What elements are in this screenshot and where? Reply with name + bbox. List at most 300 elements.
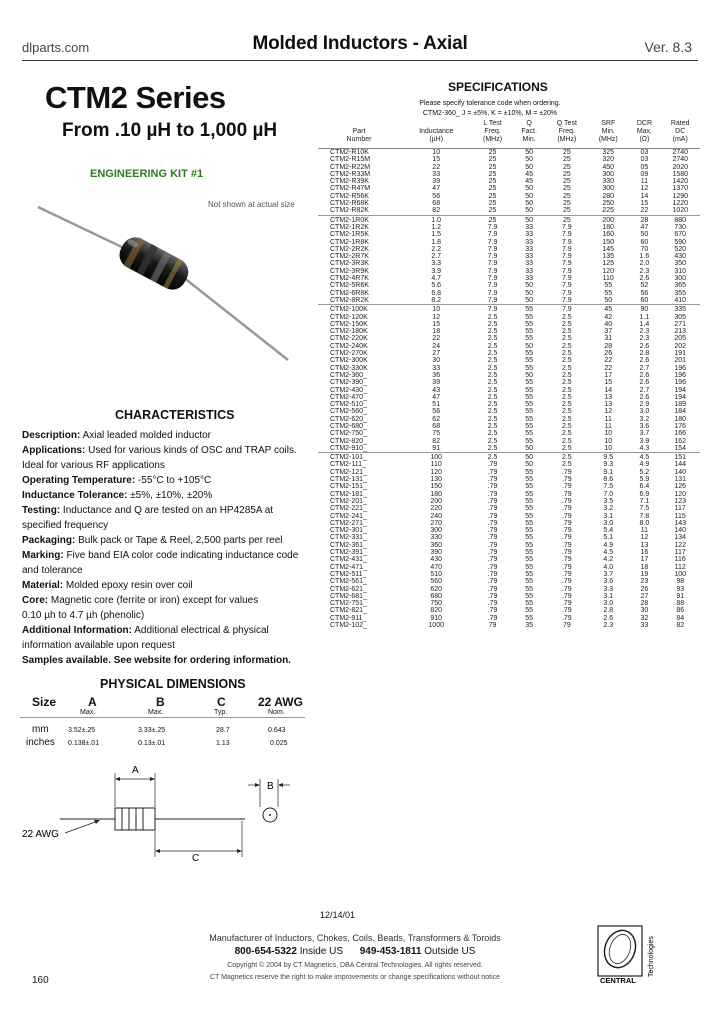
spec-part-number: CTM2-391_ bbox=[330, 549, 367, 557]
spec-row bbox=[318, 542, 700, 549]
spec-cell: 50 bbox=[525, 296, 534, 304]
spec-cell: 50 bbox=[525, 149, 534, 156]
spec-cell: 22 bbox=[432, 335, 441, 343]
spec-cell: 12 bbox=[432, 313, 441, 321]
spec-cell: .79 bbox=[487, 549, 498, 557]
spec-column-header-line: Inductance bbox=[419, 128, 454, 135]
spec-cell: 2.5 bbox=[561, 328, 572, 336]
spec-cell: 12 bbox=[640, 534, 649, 542]
spec-cell: 117 bbox=[674, 549, 686, 557]
spec-row bbox=[318, 491, 700, 498]
spec-cell: 55 bbox=[525, 549, 534, 557]
spec-row bbox=[318, 453, 700, 462]
engineering-kit-label: ENGINEERING KIT #1 bbox=[90, 168, 204, 180]
spec-cell: 410 bbox=[674, 296, 687, 304]
spec-cell: 7.1 bbox=[639, 497, 650, 505]
spec-cell: 2.5 bbox=[487, 320, 498, 328]
characteristic-text: Bulk pack or Tape & Reel, 2,500 parts per reel bbox=[75, 535, 283, 546]
spec-cell: 3.3 bbox=[603, 585, 614, 593]
spec-row bbox=[318, 290, 700, 297]
spec-cell: 14 bbox=[640, 192, 649, 200]
spec-part-number: CTM2-R56K bbox=[330, 192, 369, 200]
spec-part-number: CTM2-240K bbox=[330, 342, 368, 350]
dim-row-mm-a: 3.52±.25 bbox=[68, 727, 96, 734]
dimensions-title: PHYSICAL DIMENSIONS bbox=[100, 677, 246, 691]
spec-cell: 7.9 bbox=[487, 223, 498, 231]
spec-part-number: CTM2-511_ bbox=[330, 570, 367, 578]
series-title: CTM2 Series bbox=[45, 80, 226, 115]
spec-cell: 55 bbox=[525, 357, 534, 365]
version-label: Ver. 8.3 bbox=[644, 39, 692, 55]
spec-cell: 55 bbox=[525, 527, 534, 535]
spec-cell: 33 bbox=[525, 267, 534, 275]
spec-cell: 93 bbox=[676, 585, 685, 593]
spec-cell: 60 bbox=[640, 238, 649, 246]
spec-cell: 3.9 bbox=[639, 437, 650, 445]
spec-cell: 3.0 bbox=[603, 600, 614, 608]
characteristic-text: Magnetic core (ferrite or iron) except for values bbox=[48, 595, 259, 606]
characteristic-line bbox=[22, 428, 307, 443]
spec-row bbox=[318, 593, 700, 600]
logo-side-text: Technologies bbox=[648, 936, 655, 977]
spec-column-header-line: SRF bbox=[601, 120, 616, 127]
characteristic-line bbox=[22, 608, 307, 623]
spec-row bbox=[318, 423, 700, 430]
spec-cell: 91 bbox=[432, 444, 441, 452]
spec-cell: 2.5 bbox=[487, 335, 498, 343]
characteristic-line bbox=[22, 458, 307, 473]
dim-row-in-unit: inches bbox=[26, 737, 55, 748]
spec-column-header bbox=[400, 120, 472, 149]
dim-row-mm-unit: mm bbox=[32, 724, 49, 735]
spec-cell: 1.4 bbox=[639, 320, 650, 328]
spec-cell: 28 bbox=[640, 600, 649, 608]
spec-cell: 14 bbox=[604, 386, 613, 394]
spec-part-number: CTM2-330K bbox=[330, 364, 368, 372]
spec-cell: .79 bbox=[561, 607, 572, 615]
spec-part-number: CTM2-470_ bbox=[330, 393, 367, 401]
spec-row bbox=[318, 343, 700, 350]
spec-cell: 2.6 bbox=[639, 371, 650, 379]
spec-row bbox=[318, 600, 700, 607]
phone-intl[interactable]: 949-453-1811 bbox=[359, 946, 422, 957]
spec-cell: 45 bbox=[525, 170, 534, 178]
spec-cell: .79 bbox=[487, 512, 498, 520]
phone-us[interactable]: 800-654-5322 bbox=[234, 946, 297, 957]
spec-cell: 55 bbox=[525, 422, 534, 430]
characteristic-label: Description: bbox=[22, 430, 81, 441]
spec-cell: 2.3 bbox=[639, 267, 650, 275]
spec-cell: 200 bbox=[430, 497, 443, 505]
spec-part-number: CTM2-R39K bbox=[330, 178, 369, 186]
spec-cell: 160 bbox=[602, 231, 615, 239]
page-title: Molded Inductors - Axial bbox=[252, 33, 468, 54]
spec-cell: 335 bbox=[660, 305, 700, 314]
spec-cell: 2740 bbox=[672, 156, 689, 164]
spec-row bbox=[318, 534, 700, 541]
spec-cell: .79 bbox=[487, 490, 498, 498]
spec-cell: 4.3 bbox=[639, 444, 650, 452]
spec-part-number: CTM2-751_ bbox=[330, 600, 367, 608]
spec-cell: 79 bbox=[488, 622, 497, 629]
spec-cell: 55 bbox=[525, 415, 534, 423]
dim-row-in-a: 0.138±.01 bbox=[68, 740, 100, 747]
dim-sub-c: Typ. bbox=[214, 709, 228, 716]
spec-cell: 10 bbox=[604, 430, 613, 438]
spec-cell: 123 bbox=[674, 497, 687, 505]
spec-cell: 2.5 bbox=[487, 350, 498, 358]
spec-part-number: CTM2-R33M bbox=[330, 170, 371, 178]
spec-cell: 2.6 bbox=[639, 275, 650, 283]
spec-cell: .79 bbox=[487, 592, 498, 600]
spec-cell: 2.5 bbox=[561, 422, 572, 430]
spec-cell: 86 bbox=[676, 607, 685, 615]
spec-cell: 1.2 bbox=[431, 223, 442, 231]
spec-cell: 50 bbox=[525, 200, 534, 208]
spec-column-header-line: Number bbox=[346, 136, 372, 143]
spec-part-number: CTM2-361_ bbox=[330, 541, 367, 549]
spec-cell: 3.7 bbox=[639, 430, 650, 438]
spec-cell: 55 bbox=[525, 328, 534, 336]
characteristic-label: Material: bbox=[22, 580, 64, 591]
spec-row bbox=[318, 321, 700, 328]
spec-cell: 7.9 bbox=[487, 289, 498, 297]
spec-cell: .79 bbox=[561, 600, 572, 608]
spec-cell: 55 bbox=[525, 512, 534, 520]
spec-cell: 7.9 bbox=[487, 260, 498, 268]
spec-cell: 2.5 bbox=[487, 371, 498, 379]
spec-cell: 55 bbox=[525, 393, 534, 401]
spec-cell: 2.5 bbox=[487, 357, 498, 365]
spec-part-number: CTM2-201_ bbox=[330, 497, 367, 505]
spec-cell: 33 bbox=[432, 170, 441, 178]
spec-cell: 271 bbox=[674, 320, 687, 328]
spec-cell: 1420 bbox=[672, 178, 689, 186]
spec-cell: 11 bbox=[604, 422, 612, 430]
spec-cell: 2.5 bbox=[561, 430, 572, 438]
spec-cell: 2.7 bbox=[431, 253, 442, 261]
spec-cell: 5.2 bbox=[639, 468, 650, 476]
spec-part-number: CTM2-220K bbox=[330, 335, 368, 343]
inductor-photo bbox=[18, 195, 298, 380]
spec-part-number: CTM2-390_ bbox=[330, 379, 367, 387]
spec-column-header-line: Min. bbox=[522, 136, 536, 143]
spec-part-number: CTM2-3R3K bbox=[330, 260, 369, 268]
spec-cell: 240 bbox=[430, 512, 443, 520]
spec-cell: 3.1 bbox=[603, 512, 614, 520]
spec-cell: .79 bbox=[487, 527, 498, 535]
spec-cell: 55 bbox=[525, 468, 534, 476]
spec-cell: 470 bbox=[430, 563, 443, 571]
spec-cell: 12 bbox=[640, 185, 649, 193]
spec-cell: .79 bbox=[487, 483, 498, 491]
spec-cell: .79 bbox=[561, 490, 572, 498]
spec-cell: 2.5 bbox=[487, 313, 498, 321]
spec-cell: 590 bbox=[674, 238, 687, 246]
spec-cell: 2.5 bbox=[487, 328, 498, 336]
spec-cell: 134 bbox=[674, 534, 687, 542]
spec-cell: 91 bbox=[676, 592, 685, 600]
spec-cell: 225 bbox=[602, 207, 615, 215]
spec-cell: 50 bbox=[525, 371, 534, 379]
spec-cell: 680 bbox=[430, 592, 443, 600]
spec-cell: 8.2 bbox=[431, 296, 442, 304]
spec-cell: 360 bbox=[430, 541, 443, 549]
spec-cell: 33 bbox=[432, 364, 441, 372]
spec-part-number: CTM2-180K bbox=[330, 328, 368, 336]
spec-cell: 50 bbox=[525, 461, 534, 469]
spec-cell: 176 bbox=[674, 422, 687, 430]
spec-row bbox=[318, 253, 700, 260]
spec-part-number: CTM2-561_ bbox=[330, 578, 367, 586]
spec-row bbox=[318, 469, 700, 476]
spec-row bbox=[318, 207, 700, 215]
photo-caption: Not shown at actual size bbox=[208, 200, 295, 209]
spec-cell: .79 bbox=[561, 505, 572, 513]
spec-cell: 23 bbox=[640, 578, 649, 586]
spec-cell: 18 bbox=[432, 328, 441, 336]
spec-row bbox=[318, 483, 700, 490]
spec-cell: 2.5 bbox=[487, 444, 498, 452]
spec-cell: 50 bbox=[525, 444, 534, 452]
spec-cell: 310 bbox=[674, 267, 687, 275]
spec-row bbox=[318, 416, 700, 423]
spec-cell: .79 bbox=[487, 476, 498, 484]
spec-column-header bbox=[628, 120, 660, 149]
spec-row bbox=[318, 268, 700, 275]
spec-cell: 2020 bbox=[672, 163, 689, 171]
characteristics-title: CHARACTERISTICS bbox=[115, 408, 235, 422]
spec-cell: 4.0 bbox=[603, 563, 614, 571]
spec-cell: 560 bbox=[430, 578, 443, 586]
spec-cell: 300 bbox=[602, 170, 615, 178]
spec-row bbox=[318, 379, 700, 386]
spec-cell: 730 bbox=[674, 223, 687, 231]
spec-cell: 2.6 bbox=[603, 614, 614, 622]
specifications-note bbox=[395, 99, 585, 119]
spec-cell: 11 bbox=[640, 178, 649, 186]
spec-row bbox=[318, 549, 700, 556]
spec-cell: 2.5 bbox=[561, 379, 572, 387]
spec-cell: 2.5 bbox=[561, 335, 572, 343]
spec-cell: 47 bbox=[640, 223, 649, 231]
spec-cell: 2.5 bbox=[561, 313, 572, 321]
spec-cell: 2.5 bbox=[561, 393, 572, 401]
spec-cell: 7.9 bbox=[561, 245, 572, 253]
spec-row bbox=[318, 297, 700, 305]
spec-part-number: CTM2-120K bbox=[330, 313, 368, 321]
header-rule bbox=[22, 60, 698, 61]
spec-part-number: CTM2-1R0K bbox=[318, 215, 400, 224]
spec-cell: .79 bbox=[487, 519, 498, 527]
spec-cell: 7.9 bbox=[561, 260, 572, 268]
spec-cell: 43 bbox=[432, 386, 441, 394]
spec-part-number: CTM2-181_ bbox=[330, 490, 367, 498]
spec-column-header bbox=[546, 120, 589, 149]
spec-row bbox=[318, 527, 700, 534]
spec-cell: 120 bbox=[430, 468, 443, 476]
spec-cell: 55 bbox=[525, 607, 534, 615]
spec-cell: 55 bbox=[513, 305, 546, 314]
spec-cell: 3.0 bbox=[603, 519, 614, 527]
characteristic-text: information available upon request bbox=[22, 640, 175, 651]
spec-cell: 189 bbox=[674, 401, 687, 409]
spec-row bbox=[318, 239, 700, 246]
characteristic-line bbox=[22, 563, 307, 578]
spec-cell: 60 bbox=[640, 296, 649, 304]
footer-phones bbox=[170, 946, 540, 957]
page-number: 160 bbox=[32, 975, 49, 986]
spec-part-number: CTM2-150K bbox=[330, 320, 368, 328]
spec-cell: 2.5 bbox=[561, 371, 572, 379]
spec-cell: 180 bbox=[430, 490, 443, 498]
dim-row-in-awg: 0.025 bbox=[270, 740, 288, 747]
drawing-label-awg: 22 AWG bbox=[22, 829, 59, 840]
spec-row bbox=[318, 246, 700, 253]
spec-cell: 7.9 bbox=[561, 275, 572, 283]
spec-cell: 3.6 bbox=[603, 578, 614, 586]
dim-sub-awg: Nom. bbox=[268, 709, 285, 716]
spec-part-number: CTM2-430_ bbox=[330, 386, 367, 394]
spec-row bbox=[318, 215, 700, 224]
spec-cell: 7.9 bbox=[487, 231, 498, 239]
spec-cell: 250 bbox=[602, 200, 615, 208]
spec-cell: 39 bbox=[432, 178, 441, 186]
spec-cell: 117 bbox=[674, 505, 686, 513]
spec-part-number: CTM2-R68K bbox=[330, 200, 369, 208]
spec-cell: 55 bbox=[525, 437, 534, 445]
spec-cell: 39 bbox=[432, 379, 441, 387]
spec-cell: 17 bbox=[640, 556, 649, 564]
spec-cell: 7.5 bbox=[603, 483, 614, 491]
spec-cell: 25 bbox=[562, 185, 571, 193]
spec-cell: 55 bbox=[525, 497, 534, 505]
characteristic-label: Inductance Tolerance: bbox=[22, 490, 128, 501]
spec-cell: .79 bbox=[561, 476, 572, 484]
spec-part-number: CTM2-2R7K bbox=[330, 253, 369, 261]
spec-part-number: CTM2-300K bbox=[330, 357, 368, 365]
spec-cell: 15 bbox=[604, 379, 613, 387]
spec-cell: 1020 bbox=[672, 207, 689, 215]
spec-cell: 25 bbox=[562, 192, 571, 200]
spec-cell: 55 bbox=[525, 408, 534, 416]
spec-row bbox=[318, 615, 700, 622]
spec-cell: 55 bbox=[604, 289, 613, 297]
spec-cell: 32 bbox=[640, 614, 649, 622]
spec-column-header bbox=[588, 120, 628, 149]
spec-cell: 68 bbox=[432, 422, 441, 430]
spec-cell: 55 bbox=[525, 563, 534, 571]
spec-column-header-line: L Test bbox=[483, 120, 502, 127]
spec-cell: 2.2 bbox=[431, 245, 442, 253]
spec-cell: .79 bbox=[487, 497, 498, 505]
characteristic-line bbox=[22, 473, 307, 488]
spec-cell: 196 bbox=[674, 379, 687, 387]
spec-column-header-line: Q bbox=[526, 120, 532, 127]
spec-cell: 55 bbox=[525, 541, 534, 549]
spec-row bbox=[318, 564, 700, 571]
spec-cell: 6.4 bbox=[639, 483, 650, 491]
spec-cell: 2.5 bbox=[487, 342, 498, 350]
spec-cell: 7.9 bbox=[561, 282, 572, 290]
spec-cell: 3.0 bbox=[639, 408, 650, 416]
spec-cell: 55 bbox=[525, 570, 534, 578]
spec-cell: 56 bbox=[640, 289, 649, 297]
spec-row bbox=[318, 520, 700, 527]
spec-row bbox=[318, 335, 700, 342]
spec-row bbox=[318, 193, 700, 200]
spec-cell: 194 bbox=[674, 386, 687, 394]
spec-cell: 55 bbox=[525, 556, 534, 564]
spec-cell: 50 bbox=[640, 231, 649, 239]
spec-cell: 140 bbox=[674, 468, 687, 476]
spec-cell: 3.7 bbox=[603, 570, 614, 578]
spec-cell: .79 bbox=[487, 556, 498, 564]
spec-cell: 45 bbox=[588, 305, 628, 314]
spec-cell: 10 bbox=[432, 149, 441, 156]
spec-cell: 100 bbox=[674, 570, 687, 578]
spec-cell: 27 bbox=[640, 592, 649, 600]
spec-column-header-line: DC bbox=[675, 128, 686, 135]
spec-part-number: CTM2-151_ bbox=[330, 483, 367, 491]
spec-part-number: CTM2-560_ bbox=[330, 408, 367, 416]
spec-row bbox=[318, 408, 700, 415]
spec-row bbox=[318, 498, 700, 505]
spec-cell: 2.5 bbox=[561, 386, 572, 394]
spec-cell: 90 bbox=[628, 305, 660, 314]
spec-cell: .79 bbox=[487, 607, 498, 615]
spec-cell: 350 bbox=[674, 260, 687, 268]
spec-cell: 8.6 bbox=[603, 476, 614, 484]
spec-cell: 30 bbox=[640, 607, 649, 615]
drawing-label-c: C bbox=[192, 853, 200, 864]
characteristic-line bbox=[22, 548, 307, 563]
spec-cell: 202 bbox=[674, 342, 687, 350]
spec-cell: 3.1 bbox=[603, 592, 614, 600]
spec-cell: .79 bbox=[561, 585, 572, 593]
spec-cell: 98 bbox=[676, 578, 685, 586]
spec-cell: 2.5 bbox=[561, 415, 572, 423]
spec-cell: 162 bbox=[674, 437, 687, 445]
spec-note-line2: CTM2-360_ J = ±5%, K = ±10%, M = ±20% bbox=[422, 110, 558, 117]
spec-cell: 365 bbox=[674, 282, 687, 290]
spec-cell: 1.1 bbox=[639, 313, 650, 321]
spec-cell: .79 bbox=[487, 534, 498, 542]
spec-row bbox=[318, 171, 700, 178]
spec-cell: 2.6 bbox=[639, 393, 650, 401]
spec-cell: 2.3 bbox=[639, 328, 650, 336]
spec-part-number: CTM2-5R6K bbox=[330, 282, 369, 290]
spec-cell: 4.9 bbox=[603, 541, 614, 549]
spec-row bbox=[318, 282, 700, 289]
spec-cell: 55 bbox=[525, 350, 534, 358]
spec-part-number: CTM2-4R7K bbox=[330, 275, 369, 283]
characteristic-label: Packaging: bbox=[22, 535, 76, 546]
spec-cell: 25 bbox=[562, 163, 571, 171]
spec-row bbox=[318, 622, 700, 629]
spec-cell: 1.0 bbox=[400, 215, 472, 224]
spec-cell: 56 bbox=[432, 192, 441, 200]
spec-cell: 55 bbox=[525, 430, 534, 438]
drawing-label-b: B bbox=[267, 781, 274, 792]
spec-cell: 25 bbox=[546, 215, 589, 224]
spec-cell: 4.9 bbox=[639, 461, 650, 469]
spec-cell: .79 bbox=[561, 527, 572, 535]
spec-cell: 9.3 bbox=[603, 461, 614, 469]
characteristic-line bbox=[22, 653, 307, 668]
spec-column-header-line: Q Test bbox=[556, 120, 577, 127]
spec-part-number: CTM2-6R8K bbox=[330, 289, 369, 297]
